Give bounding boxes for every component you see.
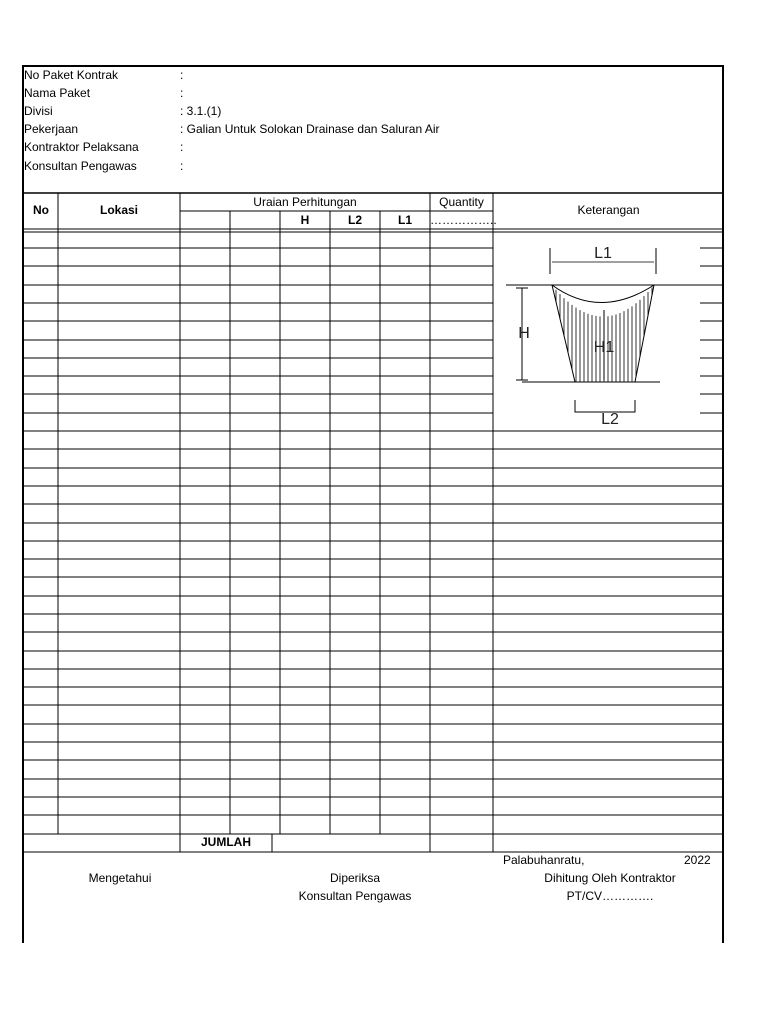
field-label-nama-paket: Nama Paket	[24, 86, 91, 100]
footer-ptcv: PT/CV………….	[566, 889, 654, 903]
col-header-quantity-unit: ……………..	[430, 213, 497, 227]
diagram-label-h1: H1	[593, 339, 615, 356]
col-header-l2: L2	[347, 213, 362, 227]
field-value-no-paket: :	[180, 68, 184, 82]
field-label-no-paket: No Paket Kontrak	[24, 68, 119, 82]
col-header-lokasi: Lokasi	[99, 203, 138, 217]
diagram-label-l2: L2	[601, 411, 619, 428]
jumlah-label: JUMLAH	[201, 835, 251, 849]
field-label-konsultan: Konsultan Pengawas	[24, 159, 137, 173]
field-value-pekerjaan: : Galian Untuk Solokan Drainase dan Saluran Air	[180, 122, 440, 136]
field-value-konsultan: :	[180, 159, 184, 173]
field-value-divisi: : 3.1.(1)	[180, 104, 222, 118]
footer-mengetahui: Mengetahui	[88, 871, 152, 885]
col-header-uraian: Uraian Perhitungan	[253, 195, 357, 209]
field-label-kontraktor: Kontraktor Pelaksana	[24, 140, 139, 154]
field-value-nama-paket: :	[180, 86, 184, 100]
field-value-kontraktor: :	[180, 140, 184, 154]
footer-year: 2022	[684, 853, 711, 867]
footer-place: Palabuhanratu,	[503, 853, 585, 867]
diagram-label-l1: L1	[594, 245, 612, 262]
col-header-h: H	[300, 213, 310, 227]
footer-konsultan: Konsultan Pengawas	[298, 889, 412, 903]
field-label-divisi: Divisi	[24, 104, 53, 118]
col-header-no: No	[33, 203, 49, 217]
col-header-keterangan: Keterangan	[577, 203, 640, 217]
field-label-pekerjaan: Pekerjaan	[24, 122, 79, 136]
col-header-quantity: Quantity	[439, 195, 484, 209]
footer-diperiksa: Diperiksa	[329, 871, 380, 885]
col-header-l1: L1	[397, 213, 412, 227]
diagram-label-h: H	[518, 325, 530, 342]
footer-dihitung: Dihitung Oleh Kontraktor	[544, 871, 676, 885]
